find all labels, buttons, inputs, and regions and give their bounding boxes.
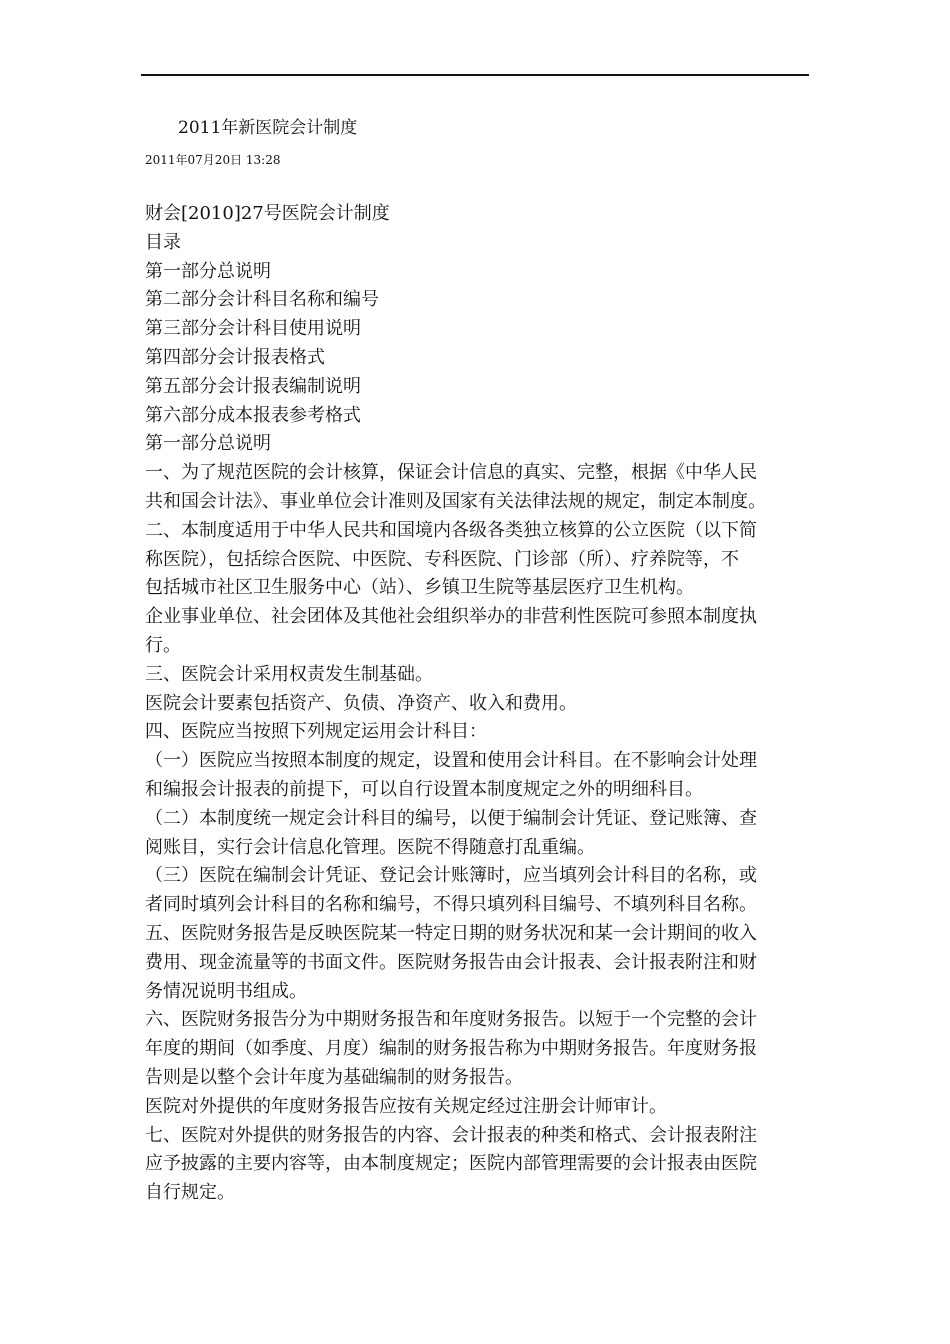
body-line: 共和国会计法》、事业单位会计准则及国家有关法律法规的规定，制定本制度。 [145,490,766,512]
body-line: 第四部分会计报表格式 [145,346,325,368]
body-line: 第二部分会计科目名称和编号 [145,289,379,311]
body-line: 称医院），包括综合医院、中医院、专科医院、门诊部（所）、疗养院等，不 [145,548,739,570]
body-line: 一、为了规范医院的会计核算，保证会计信息的真实、完整，根据《中华人民 [145,462,757,484]
body-line: 企业事业单位、社会团体及其他社会组织举办的非营利性医院可参照本制度执 [145,606,757,628]
body-line: 第一部分总说明 [145,433,271,455]
header-rule [141,74,809,76]
document-title: 2011年新医院会计制度 [178,118,358,138]
body-line: （二）本制度统一规定会计科目的编号，以便于编制会计凭证、登记账簿、查 [145,807,757,829]
body-line: 六、医院财务报告分为中期财务报告和年度财务报告。以短于一个完整的会计 [145,1009,757,1031]
body-line: 医院会计要素包括资产、负债、净资产、收入和费用。 [145,692,577,714]
body-line: 年度的期间（如季度、月度）编制的财务报告称为中期财务报告。年度财务报 [145,1038,757,1060]
body-line: 第一部分总说明 [145,260,271,282]
body-line: 目录 [145,231,181,253]
body-line: 告则是以整个会计年度为基础编制的财务报告。 [145,1066,523,1088]
body-line: 费用、现金流量等的书面文件。医院财务报告由会计报表、会计报表附注和财 [145,951,757,973]
body-line: 包括城市社区卫生服务中心（站）、乡镇卫生院等基层医疗卫生机构。 [145,577,694,599]
body-line: 务情况说明书组成。 [145,980,307,1002]
body-line: 七、医院对外提供的财务报告的内容、会计报表的种类和格式、会计报表附注 [145,1124,757,1146]
body-line: 五、医院财务报告是反映医院某一特定日期的财务状况和某一会计期间的收入 [145,922,757,944]
body-line: 第三部分会计科目使用说明 [145,318,361,340]
body-line: 自行规定。 [145,1182,235,1204]
document-body [145,200,811,1208]
body-line: （三）医院在编制会计凭证、登记会计账簿时，应当填列会计科目的名称，或 [145,865,757,887]
body-line: 阅账目，实行会计信息化管理。医院不得随意打乱重编。 [145,836,595,858]
body-line: 二、本制度适用于中华人民共和国境内各级各类独立核算的公立医院（以下简 [145,519,757,541]
body-line: 财会[2010]27号医院会计制度 [145,203,390,224]
body-line: 应予披露的主要内容等，由本制度规定；医院内部管理需要的会计报表由医院 [145,1153,757,1175]
body-line: 和编报会计报表的前提下，可以自行设置本制度规定之外的明细科目。 [145,778,703,800]
body-line: （一）医院应当按照本制度的规定，设置和使用会计科目。在不影响会计处理 [145,750,757,772]
body-line: 三、医院会计采用权责发生制基础。 [145,663,433,685]
body-line: 第五部分会计报表编制说明 [145,375,361,397]
body-line: 第六部分成本报表参考格式 [145,404,361,426]
body-line: 医院对外提供的年度财务报告应按有关规定经过注册会计师审计。 [145,1095,667,1117]
body-line: 行。 [145,634,181,656]
body-line: 者同时填列会计科目的名称和编号，不得只填列科目编号、不填列科目名称。 [145,894,757,916]
publish-date: 2011年07月20日 13:28 [145,153,281,167]
body-line: 四、医院应当按照下列规定运用会计科目： [145,721,487,743]
